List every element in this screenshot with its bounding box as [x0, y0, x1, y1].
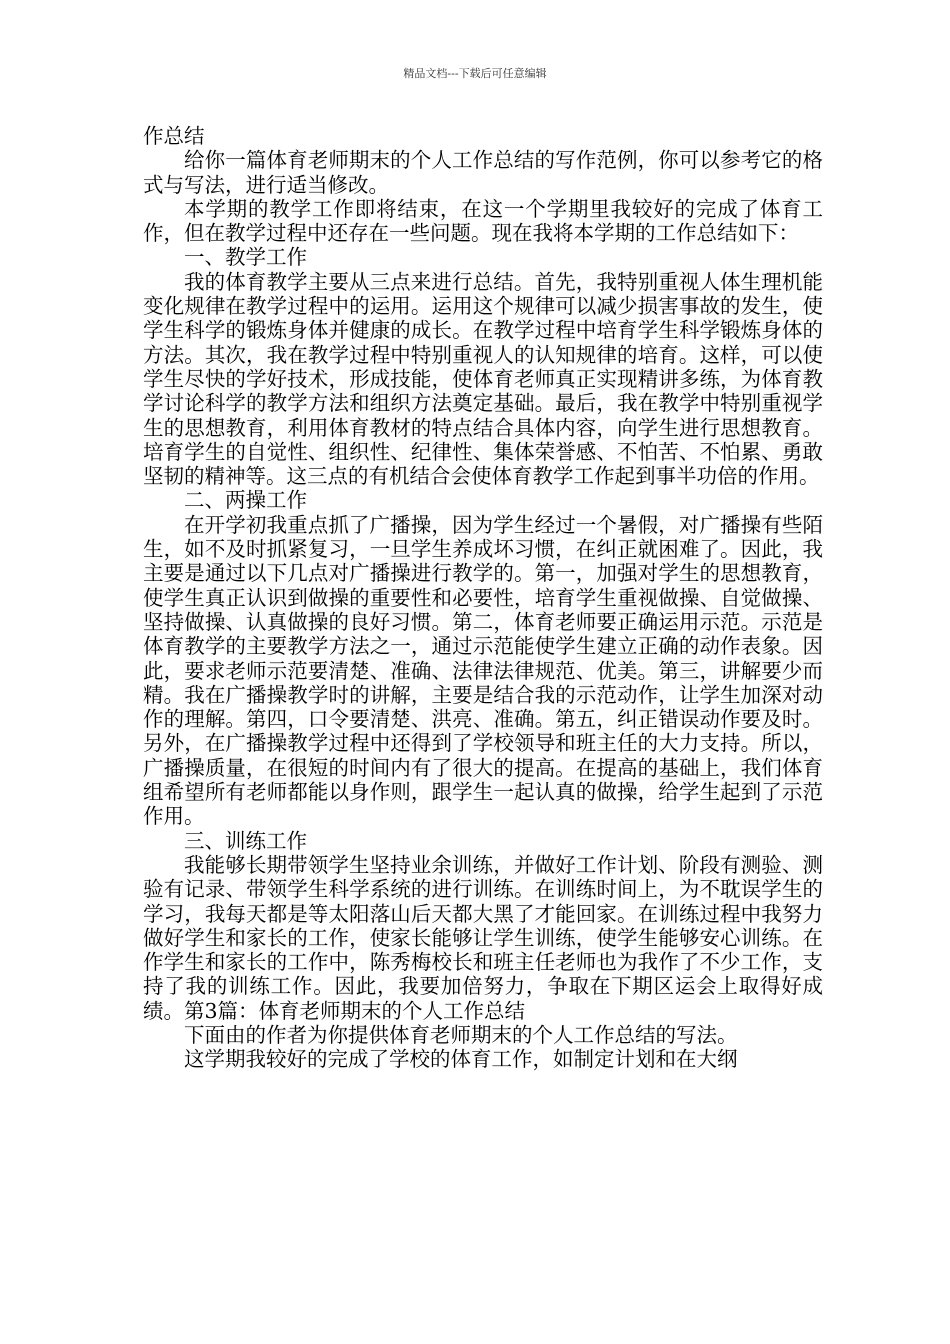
paragraph-exercises: 在开学初我重点抓了广播操，因为学生经过一个暑假，对广播操有些陌生，如不及时抓紧复习，一旦学生养成坏习惯，在纠正就困难了。因此，我主要是通过以下几点对广播操进行教学的。第一，加强对学生的思想教育，使学生真正认识到做操的重要性和必要性，培育学生重视做操、自觉做操、坚持做操、认真做操的良好习惯。第二，体育老师要正确运用示范。示范是体育教学的主要教学方法之一，通过示范能使学生建立正确的动作表象。因此，要求老师示范要清楚、准确、法律法律规范、优美。第三，讲解要少而精。我在广播操教学时的讲解，主要是结合我的示范动作，让学生加深对动作的理解。第四，口令要清楚、洪亮、准确。第五，纠正错误动作要及时。另外，在广播操教学过程中还得到了学校领导和班主任的大力支持。所以，广播操质量，在很短的时间内有了很大的提高。在提高的基础上，我们体育组希望所有老师都能以身作则，跟学生一起认真的做操，给学生起到了示范作用。 — [143, 512, 823, 829]
paragraph-opening: 本学期的教学工作即将结束，在这一个学期里我较好的完成了体育工作，但在教学过程中还存在一些问题。现在我将本学期的工作总结如下： — [143, 196, 823, 246]
section-heading-training: 三、训练工作 — [184, 828, 307, 853]
section-heading-exercises: 二、两操工作 — [184, 488, 307, 513]
section-heading-teaching: 一、教学工作 — [184, 245, 307, 270]
document-body — [143, 124, 823, 1072]
paragraph-intro: 给你一篇体育老师期末的个人工作总结的写作范例，你可以参考它的格式与写法，进行适当修改。 — [143, 148, 823, 197]
paragraph-teaching: 我的体育教学主要从三点来进行总结。首先，我特别重视人体生理机能变化规律在教学过程中的运用。运用这个规律可以减少损害事故的发生，使学生科学的锻炼身体并健康的成长。在教学过程中培育学生科学锻炼身体的方法。其次，我在教学过程中特别重视人的认知规律的培育。这样，可以使学生尽快的学好技术，形成技能，使体育老师真正实现精讲多练，为体育教学讨论科学的教学方法和组织方法奠定基础。最后，我在教学中特别重视学生的思想教育，利用体育教材的特点结合具体内容，向学生进行思想教育。培育学生的自觉性、组织性、纪律性、集体荣誉感、不怕苦、不怕累、勇敢坚韧的精神等。这三点的有机结合会使体育教学工作起到事半功倍的作用。 — [143, 269, 823, 489]
paragraph-title-fragment: 作总结 — [143, 124, 205, 148]
paragraph-training: 我能够长期带领学生坚持业余训练，并做好工作计划、阶段有测验、测验有记录、带领学生科学系统的进行训练。在训练时间上，为不耽误学生的学习，我每天都是等太阳落山后天都大黑了才能回家。在训练过程中我努力做好学生和家长的工作，使家长能够让学生训练，使学生能够安心训练。在作学生和家长的工作中，陈秀梅校长和班主任老师也为我作了不少工作，支持了我的训练工作。因此，我要加倍努力，争取在下期区运会上取得好成绩。第3篇：体育老师期末的个人工作总结 — [143, 852, 823, 1023]
paragraph-next-intro: 下面由的作者为你提供体育老师期末的个人工作总结的写法。 — [184, 1022, 738, 1047]
paragraph-next-start: 这学期我较好的完成了学校的体育工作，如制定计划和在大纲 — [184, 1047, 738, 1072]
page-header: 精品文档---下载后可任意编辑 — [403, 67, 547, 80]
